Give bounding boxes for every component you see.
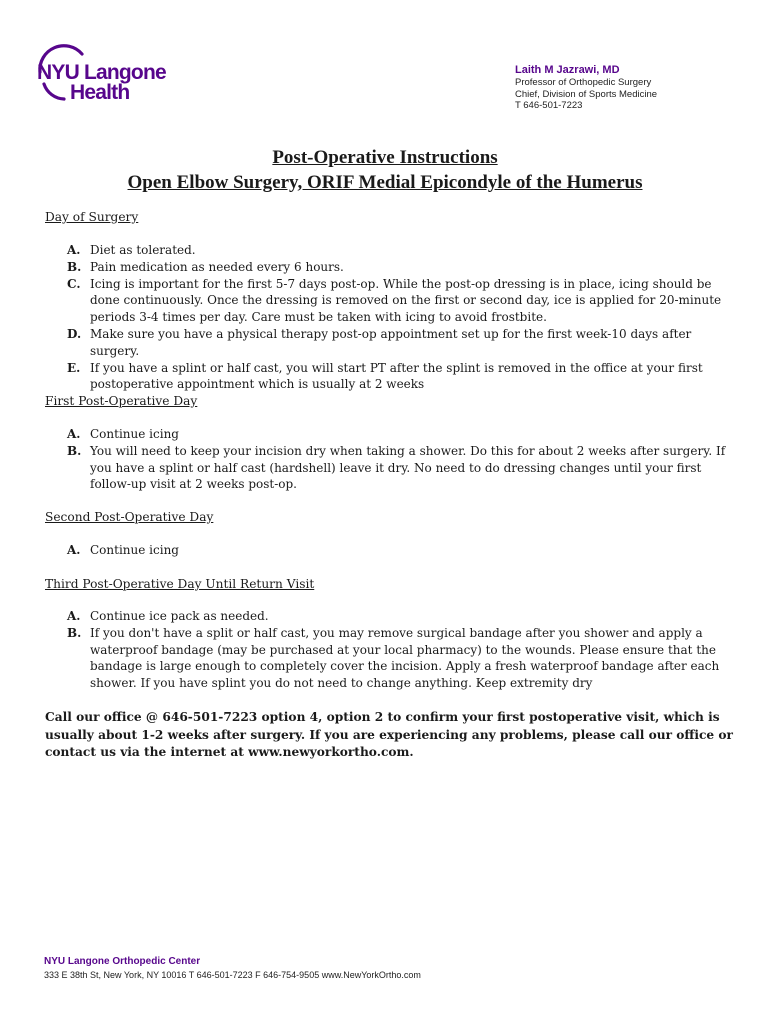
doctor-name: Laith M Jazrawi, MD bbox=[515, 64, 620, 76]
list-text: Diet as tolerated. bbox=[90, 243, 196, 257]
list-text: Continue icing bbox=[90, 427, 179, 441]
list-letter: A. bbox=[67, 243, 81, 257]
list-text: If you have a splint or half cast, you will start PT after the splint is removed in the office at your first postoperative appointment which is usually at 2 weeks bbox=[90, 360, 703, 392]
contact-callout: Call our office @ 646-501-7223 option 4, option 2 to confirm your first postoperative visit, which is usually about 1-2 weeks after surgery. If you are experiencing any problems, please call our office or contact us via the internet at www.newyorkortho.com. bbox=[45, 710, 733, 759]
doctor-info bbox=[515, 64, 755, 112]
list-letter: A. bbox=[67, 543, 81, 557]
list-text: If you don't have a split or half cast, you may remove surgical bandage after you shower and apply a waterproof bandage (may be purchased at your local pharmacy) to the wounds. Please ensure that the bandage is large enough to completely cover the incision. Apply a fresh waterproof bandage after each shower. If you have splint you do not need to change anything. Keep extremity dry bbox=[90, 625, 720, 691]
nyu-langone-health-logo bbox=[34, 42, 174, 104]
list-letter: E. bbox=[67, 360, 81, 375]
logo-arc-lower-icon bbox=[44, 84, 64, 99]
list-text: Icing is important for the first 5-7 days post-op. While the post-op dressing is in place, icing should be done continuously. Once the dressing is removed on the first or second day, ice is applied for 20-minute periods 3-4 times per day. Care must be taken with icing to avoid frostbite. bbox=[90, 276, 722, 325]
third-post-op-day-list bbox=[45, 608, 735, 692]
footer-address: 333 E 38th St, New York, NY 10016 T 646-501-7223 F 646-754-9505 www.NewYorkOrtho.com bbox=[44, 970, 421, 980]
list-text: Make sure you have a physical therapy post-op appointment set up for the first week-10 days after surgery. bbox=[90, 326, 692, 358]
logo-line-2: Health bbox=[70, 81, 130, 104]
section-heading-day-of-surgery: Day of Surgery bbox=[45, 210, 139, 224]
list-letter: A. bbox=[67, 609, 81, 623]
doctor-title-1: Professor of Orthopedic Surgery bbox=[515, 77, 652, 88]
doctor-phone: T 646-501-7223 bbox=[515, 100, 583, 111]
list-text: Pain medication as needed every 6 hours. bbox=[90, 259, 344, 274]
list-item bbox=[45, 326, 735, 360]
doctor-title-2: Chief, Division of Sports Medicine bbox=[515, 88, 658, 100]
logo-line-1: NYU Langone bbox=[37, 61, 166, 84]
list-letter: C. bbox=[67, 276, 81, 291]
footer bbox=[44, 956, 421, 981]
list-letter: D. bbox=[67, 326, 82, 341]
section-heading-third-post-op-day: Third Post-Operative Day Until Return Visit bbox=[45, 577, 315, 591]
second-post-op-day-list bbox=[45, 542, 735, 559]
list-item bbox=[45, 360, 735, 394]
list-item bbox=[45, 542, 735, 559]
list-text: Continue ice pack as needed. bbox=[90, 609, 269, 623]
day-of-surgery-list bbox=[45, 242, 735, 393]
document-title: Post-Operative Instructions bbox=[272, 147, 498, 168]
list-text: You will need to keep your incision dry when taking a shower. Do this for about 2 weeks after surgery. If you have a splint or half cast (hardshell) leave it dry. No need to do dressing changes until your first follow-up visit at 2 weeks post-op. bbox=[90, 443, 726, 492]
list-letter: B. bbox=[67, 259, 82, 274]
list-text: Continue icing bbox=[90, 543, 179, 557]
section-heading-second-post-op-day: Second Post-Operative Day bbox=[45, 510, 214, 524]
list-item bbox=[45, 259, 735, 276]
list-item bbox=[45, 625, 735, 692]
list-letter: B. bbox=[67, 443, 82, 458]
list-item bbox=[45, 242, 735, 259]
list-item bbox=[45, 443, 735, 493]
list-item bbox=[45, 276, 735, 326]
document-subtitle: Open Elbow Surgery, ORIF Medial Epicondyle of the Humerus bbox=[127, 172, 643, 193]
list-letter: B. bbox=[67, 625, 82, 640]
list-item bbox=[45, 426, 735, 443]
first-post-op-day-list bbox=[45, 426, 735, 493]
list-item bbox=[45, 608, 735, 625]
section-heading-first-post-op-day: First Post-Operative Day bbox=[45, 394, 198, 408]
footer-center-name: NYU Langone Orthopedic Center bbox=[44, 956, 201, 967]
list-letter: A. bbox=[67, 427, 81, 441]
